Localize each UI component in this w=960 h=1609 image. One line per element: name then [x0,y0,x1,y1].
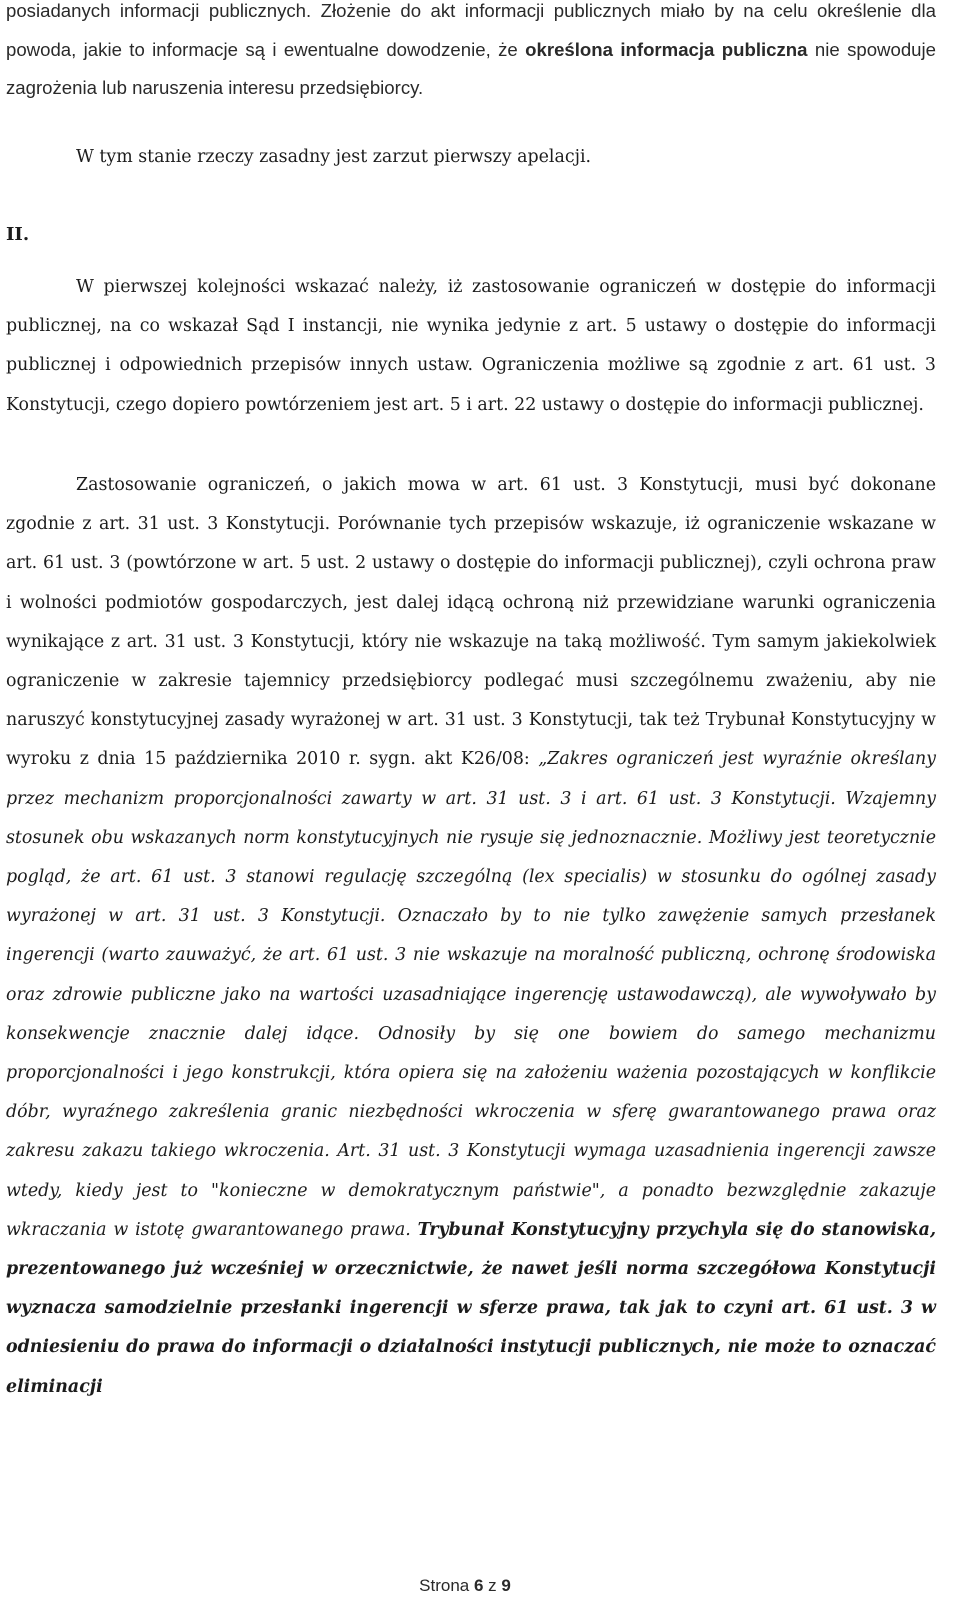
conclusion-paragraph: W tym stanie rzeczy zasadny jest zarzut pierwszy apelacji. [76,147,592,167]
paragraph-two [6,466,936,1407]
opening-paragraph [6,0,936,108]
footer-prefix: Strona [419,1576,474,1595]
opening-bold-phrase: określona informacja publiczna [525,38,808,60]
opening-text-1: posiadanych informacji publicznych. Złożenie do akt informacji publicznych miało by na celu określenie dla powoda, jakie to informacje są i ewentualne dowodzenie, że [6,0,936,60]
page-footer [0,1576,930,1596]
footer-total-pages: 9 [501,1576,511,1595]
tribunal-quote: „Zakres ograniczeń jest wyraźnie określany przez mechanizm proporcjonalności zawarty w art. 31 ust. 3 i art. 61 ust. 3 Konstytucji. Wzajemny stosunek obu wskazanych norm konstytucyjnych nie rysuje się jednoznacznie. Możliwy jest teoretycznie pogląd, że art. 61 ust. 3 stanowi regulację szczególną (lex specialis) w stosunku do ogólnej zasady wyrażonej w art. 31 ust. 3 Konstytucji. Oznaczało by to nie tylko zawężenie samych przesłanek ingerencji (warto zauważyć, że art. 61 ust. 3 nie wskazuje na moralność publiczną, ochronę środowiska oraz zdrowie publiczne jako na wartości uzasadniające ingerencję ustawodawczą), ale wywoływało by konsekwencje znacznie dalej idące. Odnosiły by się one bowiem do samego mechanizmu proporcjonalności i jego konstrukcji, która opiera się na założeniu ważenia pozostających w konflikcie dóbr, wyraźnego zakreślenia granic niezbędności wkroczenia w sferę gwarantowanego prawa oraz zakresu zakazu takiego wkroczenia. Art. 31 ust. 3 Konstytucji wymaga uzasadnienia ingerencji zawsze wtedy, kiedy jest to "konieczne w demokratycznym państwie", a ponadto bezwzględnie zakazuje wkraczania w istotę gwarantowanego prawa. [6,749,936,1240]
section-heading: II. [6,224,30,245]
footer-current-page: 6 [473,1576,484,1595]
footer-middle: z [483,1576,502,1595]
paragraph-two-intro: Zastosowanie ograniczeń, o jakich mowa w art. 61 ust. 3 Konstytucji, musi być dokonane zgodnie z art. 31 ust. 3 Konstytucji. Porównanie tych przepisów wskazuje, iż ograniczenie wskazane w art. 61 ust. 3 (powtórzone w art. 5 ust. 2 ustawy o dostępie do informacji publicznej), czyli ochrona praw i wolności podmiotów gospodarczych, jest dalej idącą ochroną niż przewidziane warunki ograniczenia wynikające z art. 31 ust. 3 Konstytucji, który nie wskazuje na taką możliwość. Tym samym jakiekolwiek ograniczenie w zakresie tajemnicy przedsiębiorcy podlegać musi szczególnemu zważeniu, aby nie naruszyć konstytucyjnej zasady wyrażonej w art. 31 ust. 3 Konstytucji, tak też Trybunał Konstytucyjny w wyroku z dnia 15 października 2010 r. sygn. akt K26/08: [6,475,936,770]
opening-text-2: nie spowoduje zagrożenia lub naruszenia interesu przedsiębiorcy. [6,38,936,98]
tribunal-quote-emphasis: Trybunał Konstytucyjny przychyla się do stanowiska, prezentowanego już wcześniej w orzecznictwie, że nawet jeśli norma szczegółowa Konstytucji wyznacza samodzielnie przesłanki ingerencji w sferze prawa, tak jak to czyni art. 61 ust. 3 w odniesieniu do prawa do informacji o działalności instytucji publicznych, nie może to oznaczać eliminacji [6,1219,936,1397]
paragraph-one: W pierwszej kolejności wskazać należy, iż zastosowanie ograniczeń w dostępie do informacji publicznej, na co wskazał Sąd I instancji, nie wynika jedynie z art. 5 ustawy o dostępie do informacji publicznej i odpowiednich przepisów innych ustaw. Ograniczenia możliwe są zgodnie z art. 61 ust. 3 Konstytucji, czego dopiero powtórzeniem jest art. 5 i art. 22 ustawy o dostępie do informacji publicznej. [6,277,936,415]
